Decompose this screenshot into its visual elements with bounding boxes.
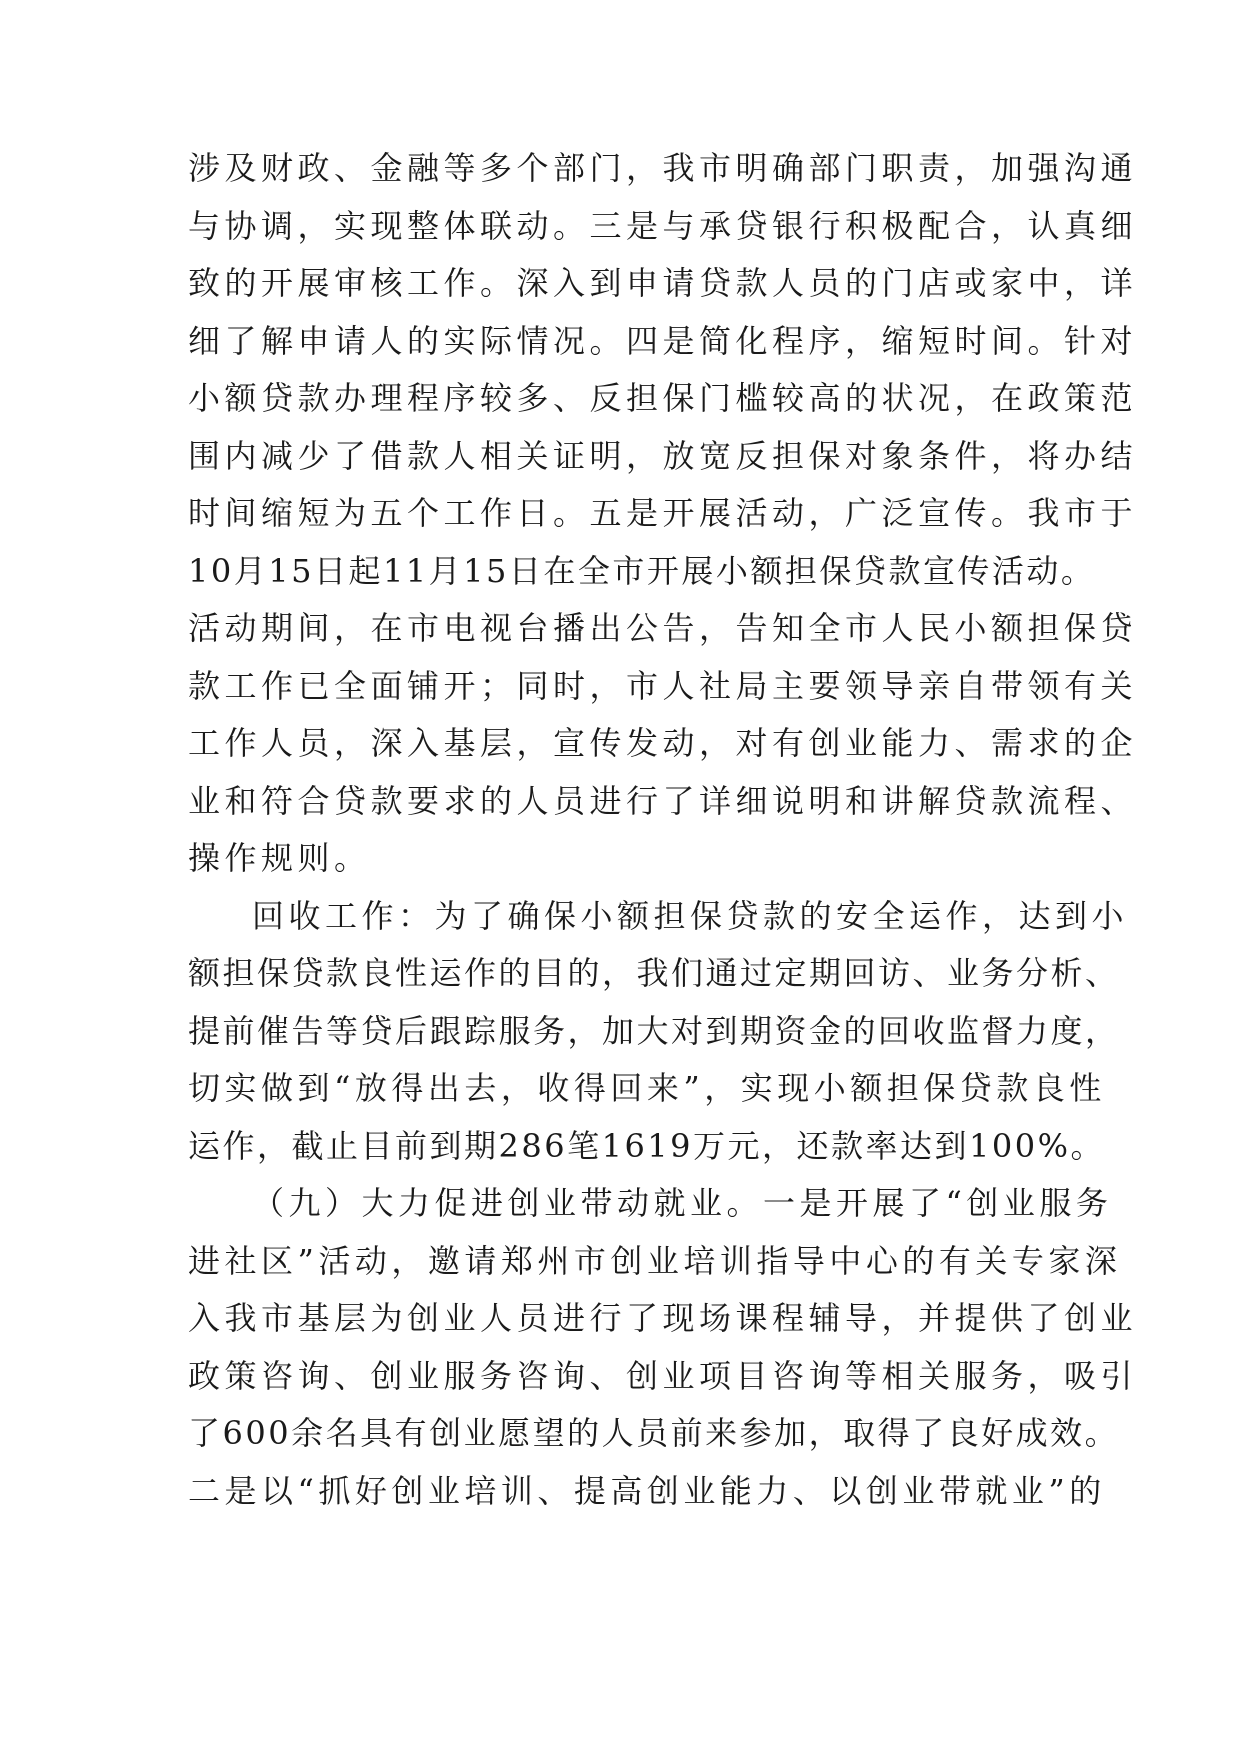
text-line: 切实做到“放得出去，收得回来”，实现小额担保贷款良性 bbox=[188, 1069, 1106, 1107]
text-line: 围内减少了借款人相关证明，放宽反担保对象条件，将办结 bbox=[188, 436, 1138, 475]
text-line: 操作规则。 bbox=[188, 839, 371, 877]
paragraph-start-line: 回收工作：为了确保小额担保贷款的安全运作，达到小 bbox=[252, 896, 1129, 935]
text-line: 业和符合贷款要求的人员进行了详细说明和讲解贷款流程、 bbox=[188, 781, 1138, 820]
text-line: 入我市基层为创业人员进行了现场课程辅导，并提供了创业 bbox=[188, 1299, 1138, 1337]
text-line: 政策咨询、创业服务咨询、创业项目咨询等相关服务，吸引 bbox=[188, 1356, 1138, 1395]
text-line: 提前催告等贷后跟踪服务，加大对到期资金的回收监督力度， bbox=[188, 1011, 1120, 1050]
text-line: 了600余名具有创业愿望的人员前来参加，取得了良好成效。 bbox=[188, 1414, 1120, 1452]
text-line: 致的开展审核工作。深入到申请贷款人员的门店或家中，详 bbox=[188, 264, 1138, 302]
text-line: 时间缩短为五个工作日。五是开展活动，广泛宣传。我市于 bbox=[188, 494, 1138, 532]
text-line: 工作人员，深入基层，宣传发动，对有创业能力、需求的企 bbox=[188, 724, 1138, 762]
text-line: 细了解申请人的实际情况。四是简化程序，缩短时间。针对 bbox=[188, 321, 1138, 360]
text-line: 二是以“抓好创业培训、提高创业能力、以创业带就业”的 bbox=[188, 1471, 1106, 1510]
text-line: 款工作已全面铺开；同时，市人社局主要领导亲自带领有关 bbox=[188, 666, 1138, 705]
body-text bbox=[188, 140, 1138, 1520]
text-line: 活动期间，在市电视台播出公告，告知全市人民小额担保贷 bbox=[188, 609, 1138, 647]
text-line: 额担保贷款良性运作的目的，我们通过定期回访、业务分析、 bbox=[188, 954, 1120, 992]
text-line: 运作，截止目前到期286笔1619万元，还款率达到100%。 bbox=[188, 1126, 1106, 1165]
text-line: 进社区”活动，邀请郑州市创业培训指导中心的有关专家深 bbox=[188, 1241, 1122, 1280]
text-line: 10月15日起11月15日在全市开展小额担保贷款宣传活动。 bbox=[188, 551, 1096, 590]
text-line: 与协调，实现整体联动。三是与承贷银行积极配合，认真细 bbox=[188, 206, 1138, 245]
text-line: 涉及财政、金融等多个部门，我市明确部门职责，加强沟通 bbox=[188, 149, 1138, 187]
paragraph-start-line: （九）大力促进创业带动就业。一是开展了“创业服务 bbox=[252, 1184, 1113, 1222]
text-line: 小额贷款办理程序较多、反担保门槛较高的状况，在政策范 bbox=[188, 379, 1138, 417]
